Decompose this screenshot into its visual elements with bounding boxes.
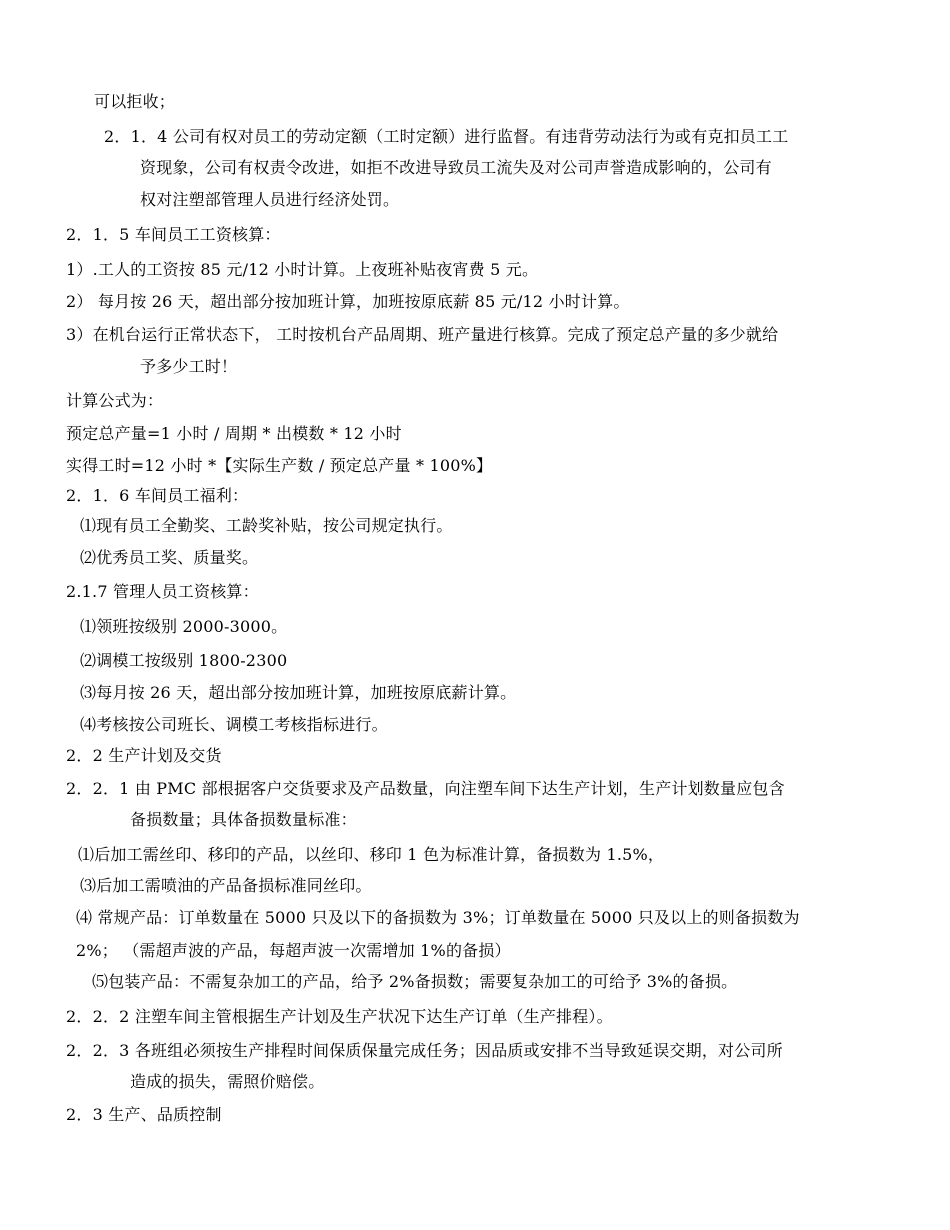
text-line: 实得工时=12 小时 *【实际生产数 / 预定总产量 * 100%】 [66,456,493,475]
text-line: ⑴现有员工全勤奖、工龄奖补贴，按公司规定执行。 [80,516,453,535]
text-line: 2．2．1 由 PMC 部根据客户交货要求及产品数量，向注塑车间下达生产计划，生产计划数量应包含 [66,779,785,798]
text-line: 2．2．2 注塑车间主管根据生产计划及生产状况下达生产订单（生产排程）。 [66,1007,613,1026]
text-line: ⑴领班按级别 2000-3000。 [80,617,288,636]
text-line: 2．1．4 公司有权对员工的劳动定额（工时定额）进行监督。有违背劳动法行为或有克扣员工工 [104,127,789,146]
text-line: 2．1．6 车间员工福利： [66,486,249,505]
text-line: 权对注塑部管理人员进行经济处罚。 [140,190,400,209]
text-line: 2．2．3 各班组必须按生产排程时间保质保量完成任务；因品质或安排不当导致延误交期，对公司所 [66,1041,783,1060]
text-line: 2．1．5 车间员工工资核算： [66,225,281,244]
text-line: 造成的损失，需照价赔偿。 [130,1072,325,1091]
text-line: 计算公式为： [66,391,164,410]
text-line: 1）.工人的工资按 85 元/12 小时计算。上夜班补贴夜宵费 5 元。 [66,260,539,279]
text-line: ⑷ 常规产品：订单数量在 5000 只及以下的备损数为 3%；订单数量在 5000 只及以上的则备损数为 [76,908,800,927]
text-line: ⑴后加工需丝印、移印的产品，以丝印、移印 1 色为标准计算，备损数为 1.5%， [78,845,665,864]
text-line: 3）在机台运行正常状态下， 工时按机台产品周期、班产量进行核算。完成了预定总产量的多少就给 [66,325,779,344]
section-heading: 2．3 生产、品质控制 [66,1105,222,1124]
text-line: ⑵优秀员工奖、质量奖。 [80,548,259,567]
text-line: 予多少工时！ [140,357,238,376]
text-line: 2） 每月按 26 天，超出部分按加班计算，加班按原底薪 85 元/12 小时计算。 [66,292,630,311]
text-line: ⑵调模工按级别 1800-2300 [80,651,288,670]
text-line: 资现象，公司有权责令改进，如拒不改进导致员工流失及对公司声誉造成影响的，公司有 [140,158,772,177]
text-line: ⑷考核按公司班长、调模工考核指标进行。 [80,715,388,734]
text-line: ⑶后加工需喷油的产品备损标准同丝印。 [80,876,372,895]
text-line: 预定总产量=1 小时 / 周期 * 出模数 * 12 小时 [66,424,402,443]
section-heading: 2．2 生产计划及交货 [66,746,222,765]
text-line: 2%； （需超声波的产品，每超声波一次需增加 1%的备损） [76,941,511,960]
text-line: 备损数量；具体备损数量标准： [130,810,357,829]
text-line: ⑶每月按 26 天，超出部分按加班计算，加班按原底薪计算。 [80,683,517,702]
text-line: 可以拒收； [94,92,176,111]
text-line: ⑸包装产品：不需复杂加工的产品，给予 2%备损数；需要复杂加工的可给予 3%的备损。 [92,972,738,991]
text-line: 2.1.7 管理人员工资核算： [66,582,259,601]
